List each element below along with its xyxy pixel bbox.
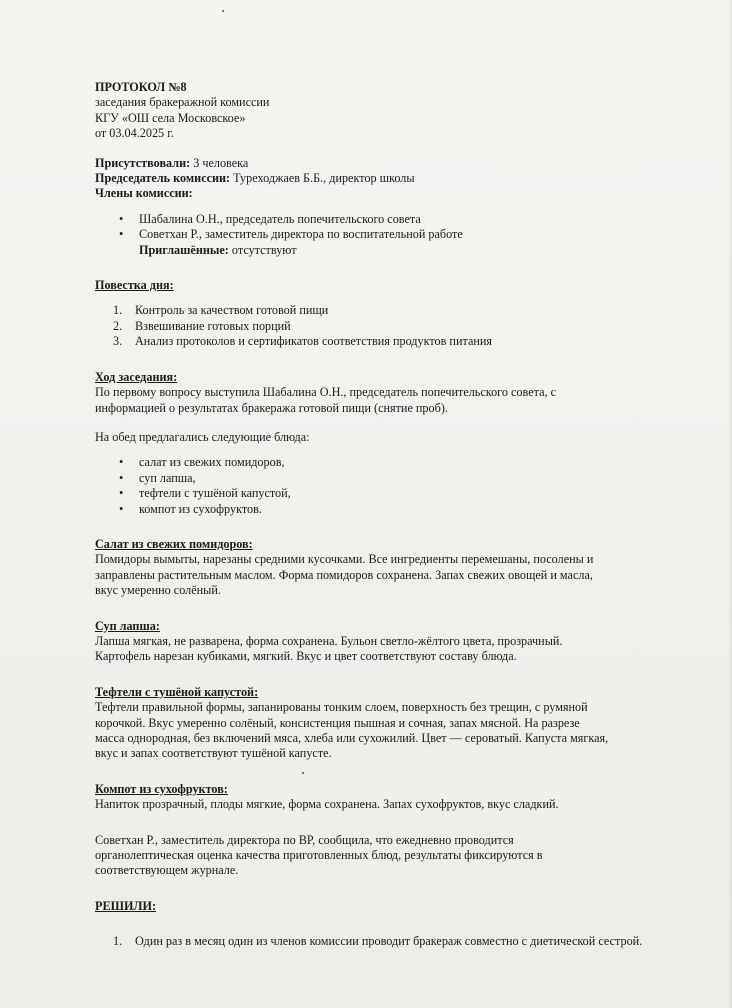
agenda-title: Повестка дня:	[95, 278, 174, 293]
dish-title-meatballs: Тефтели с тушёной капустой:	[95, 684, 259, 699]
present-label: Присутствовали:	[95, 155, 191, 170]
meeting-title: Ход заседания:	[95, 369, 178, 384]
sovethan-report-line: соответствующем журнале.	[95, 863, 239, 878]
members-label: Члены комиссии:	[95, 186, 193, 201]
invited-value: отсутствуют	[228, 242, 297, 257]
invited-label: Приглашённые:	[139, 242, 229, 257]
list-item: • Шабалина О.Н., председатель попечительского совета	[119, 212, 695, 227]
present-value: 3 человека	[190, 155, 249, 170]
dish-text-line: заправлены растительным маслом. Форма помидоров сохранена. Запах свежих овощей и масла,	[95, 567, 593, 582]
chair-value: Туреходжаев Б.Б., директор школы	[230, 171, 415, 186]
meeting-intro-line: информацией о результатах бракеража готовой пищи (снятие проб).	[95, 400, 448, 415]
protocol-title: ПРОТОКОЛ №8	[95, 80, 187, 94]
meeting-intro-line: По первому вопросу выступила Шабалина О.Н., председатель попечительского совета, с	[95, 385, 556, 400]
dish-text-line: Помидоры вымыты, нарезаны средними кусочками. Все ингредиенты перемешаны, посолены и	[95, 552, 594, 567]
list-item: 1. Контроль за качеством готовой пищи	[113, 303, 329, 318]
list-item: 2. Взвешивание готовых порций	[113, 318, 291, 333]
resolution-list	[95, 934, 695, 949]
dish-text-line: Напиток прозрачный, плоды мягкие, форма сохранена. Запах сухофруктов, вкус сладкий.	[95, 797, 559, 812]
dish-title-compote: Компот из сухофруктов:	[95, 781, 228, 796]
protocol-date: от 03.04.2025 г.	[95, 126, 174, 141]
organization-name: КГУ «ОШ села Московское»	[95, 110, 246, 125]
resolution-title: РЕШИЛИ:	[95, 898, 157, 913]
menu-list	[95, 455, 695, 517]
scan-speck	[222, 10, 224, 12]
list-item: 3. Анализ протоколов и сертификатов соответствия продуктов питания	[113, 334, 492, 349]
dish-text-line: корочкой. Вкус умеренно солёный, консистенция пышная и сочная, запах мясной. На разрезе	[95, 715, 580, 730]
list-item: • Советхан Р., заместитель директора по воспитательной работе	[119, 227, 695, 242]
dish-text-line: Тефтели правильной формы, запанированы тонким слоем, поверхность без трещин, с румяной	[95, 700, 588, 715]
dish-text-line: Картофель нарезан кубиками, мягкий. Вкус и цвет соответствуют составу блюда.	[95, 649, 517, 664]
members-list	[95, 212, 695, 243]
present-row	[95, 156, 695, 171]
list-item: • суп лапша,	[119, 471, 695, 486]
dish-title-soup: Суп лапша:	[95, 618, 160, 633]
chair-row	[95, 171, 695, 186]
sovethan-report-line: Советхан Р., заместитель директора по ВР, сообщила, что ежедневно проводится	[95, 832, 514, 847]
list-item: 1. Один раз в месяц один из членов комиссии проводит бракераж совместно с диетической сестрой.	[113, 934, 643, 949]
sovethan-report-line: органолептическая оценка качества приготовленных блюд, результаты фиксируются в	[95, 848, 543, 863]
dish-text-line: масса однородная, без включений мяса, хлеба или сухожилий. Цвет — сероватый. Капуста мягкая,	[95, 731, 609, 745]
list-item: • салат из свежих помидоров,	[119, 455, 695, 470]
agenda-list	[95, 303, 695, 349]
list-item: • компот из сухофруктов.	[119, 502, 695, 517]
invited-row	[95, 243, 695, 258]
chair-label: Председатель комиссии:	[95, 171, 231, 186]
dish-title-salad: Салат из свежих помидоров:	[95, 536, 253, 551]
list-item: • тефтели с тушёной капустой,	[119, 486, 695, 501]
menu-intro: На обед предлагались следующие блюда:	[95, 429, 310, 444]
dish-text-line: вкус и запах соответствуют тушёной капусте.	[95, 746, 332, 761]
protocol-document	[95, 80, 695, 950]
dish-text-line: Лапша мягкая, не разварена, форма сохранена. Бульон светло-жёлтого цвета, прозрачный.	[95, 633, 563, 648]
protocol-subtitle: заседания бракеражной комиссии	[95, 95, 270, 110]
dish-text-line: вкус умеренно солёный.	[95, 583, 221, 598]
